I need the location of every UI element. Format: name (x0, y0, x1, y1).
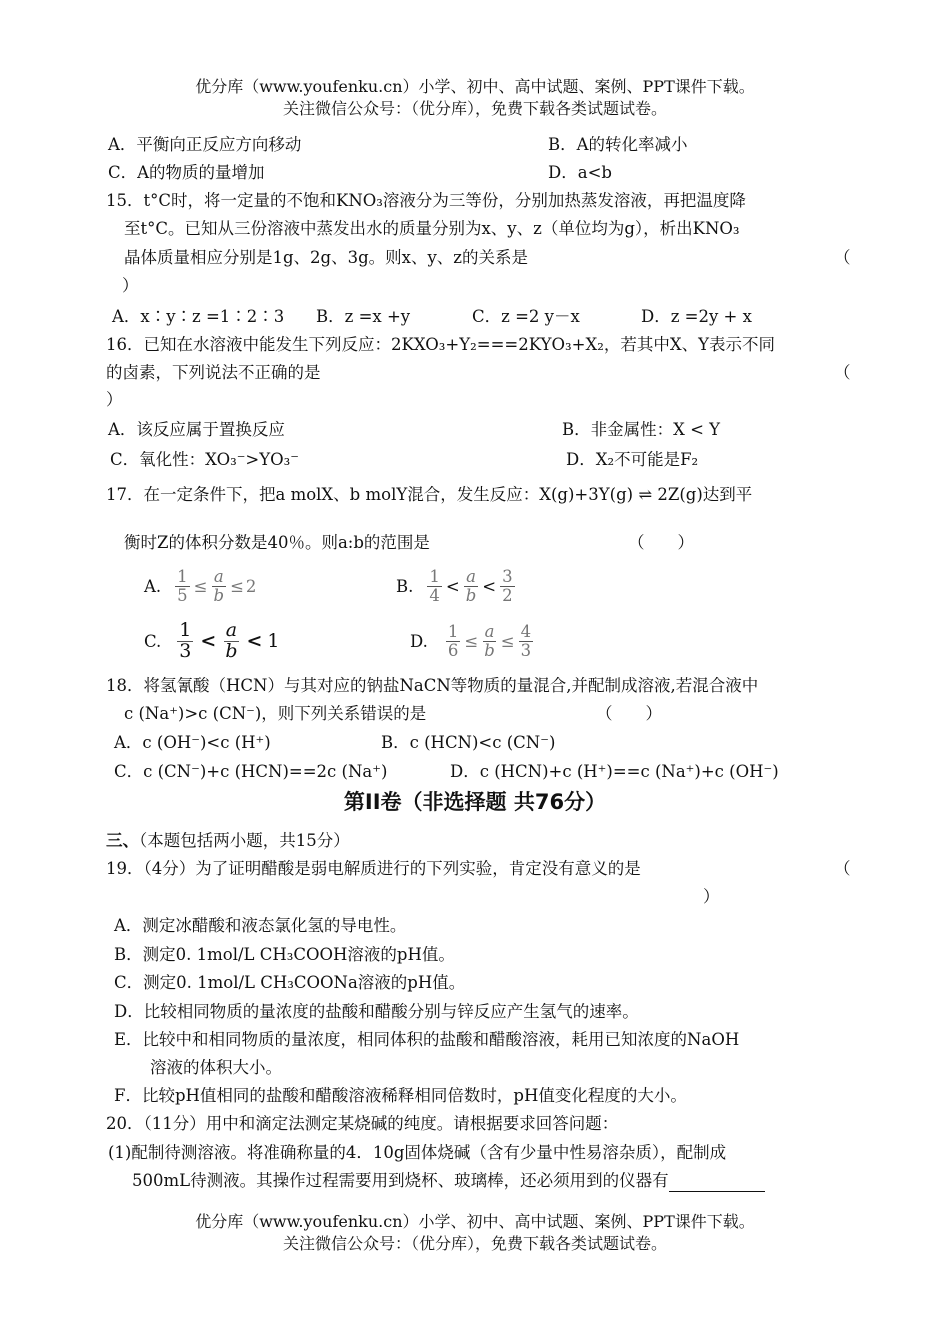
q17-option-b: B. $\frac{1}{4}$ < $\frac{a}{b}$ < $\frac{3}{2}$ (396, 567, 513, 605)
header-line-2: 关注微信公众号：（优分库），免费下载各类试题试卷。 (282, 99, 667, 118)
q15-line-1: 15．t°C时，将一定量的不饱和KNO₃溶液分为三等份，分别加热蒸发溶液，再把温度降 (106, 191, 746, 210)
fraction: $\frac{1}{5}$ (177, 567, 188, 605)
q15-paren-close: ） (122, 276, 139, 295)
answer-blank[interactable] (669, 1175, 765, 1192)
q19-option-c: C．测定0. 1mol/L CH₃COONa溶液的pH值。 (114, 973, 466, 992)
q15-paren-open: （ (834, 248, 851, 267)
q17-line-2: 衡时Z的体积分数是40％。则a:b的范围是 (124, 533, 430, 552)
q16-line-2: 的卤素，下列说法不正确的是 (106, 363, 321, 382)
q16-paren-open: （ (834, 363, 851, 382)
fraction: $\frac{a}{b}$ (213, 567, 225, 605)
q16-line-1: 16．已知在水溶液中能发生下列反应：2KXO₃+Y₂===2KYO₃+X₂，若其中X、Y表示不同 (106, 335, 775, 354)
q19-option-e-line-1: E．比较中和相同物质的量浓度，相同体积的盐酸和醋酸溶液，耗用已知浓度的NaOH (114, 1030, 740, 1049)
fraction: $\frac{1}{6}$ (447, 622, 459, 660)
q16-paren-close: ） (106, 390, 123, 409)
q16-option-c: C．氧化性：XO₃⁻>YO₃⁻ (110, 450, 300, 469)
header-line-1: 优分库（www.youfenku.cn）小学、初中、高中试题、案例、PPT课件下载。 (195, 77, 755, 96)
q20-line-1: 20．（11分）用中和滴定法测定某烧碱的纯度。请根据要求回答问题： (106, 1114, 619, 1133)
q14-option-d: D．a<b (548, 163, 612, 182)
section-3-heading (106, 830, 350, 852)
section-3-label: 三、 (106, 831, 139, 850)
fraction: $\frac{4}{3}$ (520, 622, 532, 660)
q14-option-b: B．A的转化率减小 (548, 135, 688, 154)
q18-option-a: A．c (OH⁻)<c (H⁺) (114, 733, 271, 752)
fraction: $\frac{3}{2}$ (502, 567, 513, 605)
q16-option-a: A．该反应属于置换反应 (108, 420, 285, 439)
fraction: $\frac{a}{b}$ (465, 567, 477, 605)
q17-option-a-label: A. (144, 576, 162, 596)
q15-line-3: 晶体质量相应分别是1g、2g、3g。则x、y、z的关系是 (124, 248, 529, 267)
q18-option-d: D．c (HCN)+c (H⁺)==c (Na⁺)+c (OH⁻) (450, 762, 779, 781)
q16-option-d: D．X₂不可能是F₂ (566, 450, 699, 469)
q17-option-c-label: C. (144, 631, 162, 651)
q19-option-d: D．比较相同物质的量浓度的盐酸和醋酸分别与锌反应产生氢气的速率。 (114, 1002, 639, 1021)
q14-option-a: A．平衡向正反应方向移动 (108, 135, 302, 154)
q19-paren-close: ） (703, 887, 720, 906)
q19-paren-open: （ (834, 859, 851, 878)
fraction: $\frac{a}{b}$ (225, 618, 238, 662)
q18-option-b: B．c (HCN)<c (CN⁻) (381, 733, 556, 752)
q14-option-c: C．A的物质的量增加 (108, 163, 265, 182)
section-title: 第II卷（非选择题 共76分） (343, 790, 607, 814)
q15-option-d: D．z =2y + x (641, 307, 752, 326)
q15-option-b: B．z =x +y (316, 307, 411, 326)
q18-line-2: c (Na⁺)>c (CN⁻)，则下列关系错误的是 (124, 704, 427, 723)
q18-option-c: C．c (CN⁻)+c (HCN)==2c (Na⁺) (114, 762, 388, 781)
footer-line-2: 关注微信公众号：（优分库），免费下载各类试题试卷。 (282, 1234, 667, 1253)
q18-paren: （ ） (596, 704, 662, 723)
q17-option-c: C. $\frac{1}{3}$ < $\frac{a}{b}$ < 1 (144, 618, 280, 662)
q19-option-b: B．测定0. 1mol/L CH₃COOH溶液的pH值。 (114, 945, 455, 964)
q17-option-d: D. $\frac{1}{6}$ ≤ $\frac{a}{b}$ ≤ $\frac{4}{3}$ (410, 622, 532, 660)
q17-option-d-label: D. (410, 631, 428, 651)
section-3-desc: （本题包括两小题，共15分） (139, 831, 350, 850)
q19-line-1: 19．（4分）为了证明醋酸是弱电解质进行的下列实验，肯定没有意义的是 (106, 859, 641, 878)
q16-option-b: B．非金属性：X < Y (562, 420, 721, 439)
q17-option-b-label: B. (396, 576, 414, 596)
q20-part-1-line-2: 500mL待测液。其操作过程需要用到烧杯、玻璃棒，还必须用到的仪器有 (132, 1170, 765, 1192)
q19-option-f: F．比较pH值相同的盐酸和醋酸溶液稀释相同倍数时，pH值变化程度的大小。 (114, 1086, 687, 1105)
fraction: $\frac{1}{4}$ (429, 567, 440, 605)
q17-paren: （ ） (628, 533, 694, 552)
q15-option-c: C．z =2 y－x (472, 307, 580, 326)
footer-line-1: 优分库（www.youfenku.cn）小学、初中、高中试题、案例、PPT课件下载。 (195, 1212, 755, 1231)
q20-part-1-line-1: (1)配制待测溶液。将准确称量的4．10g固体烧碱（含有少量中性易溶杂质），配制成 (108, 1143, 727, 1162)
fraction: $\frac{a}{b}$ (484, 622, 495, 660)
q17-option-a: A. $\frac{1}{5}$ ≤ $\frac{a}{b}$ ≤ 2 (144, 567, 257, 605)
q15-option-a: A．x∶y∶z =1∶2∶3 (112, 307, 285, 326)
q18-line-1: 18．将氢氰酸（HCN）与其对应的钠盐NaCN等物质的量混合,并配制成溶液,若混合液中 (106, 676, 759, 695)
q17-line-1: 17．在一定条件下，把a molX、b molY混合，发生反应：X(g)+3Y(g) ⇌ 2Z(g)达到平 (106, 485, 753, 504)
fraction: $\frac{1}{3}$ (179, 618, 192, 662)
q15-line-2: 至t°C。已知从三份溶液中蒸发出水的质量分别为x、y、z（单位均为g），析出KNO₃ (124, 219, 740, 238)
q19-option-e-line-2: 溶液的体积大小。 (150, 1058, 282, 1077)
q19-option-a: A．测定冰醋酸和液态氯化氢的导电性。 (114, 916, 407, 935)
